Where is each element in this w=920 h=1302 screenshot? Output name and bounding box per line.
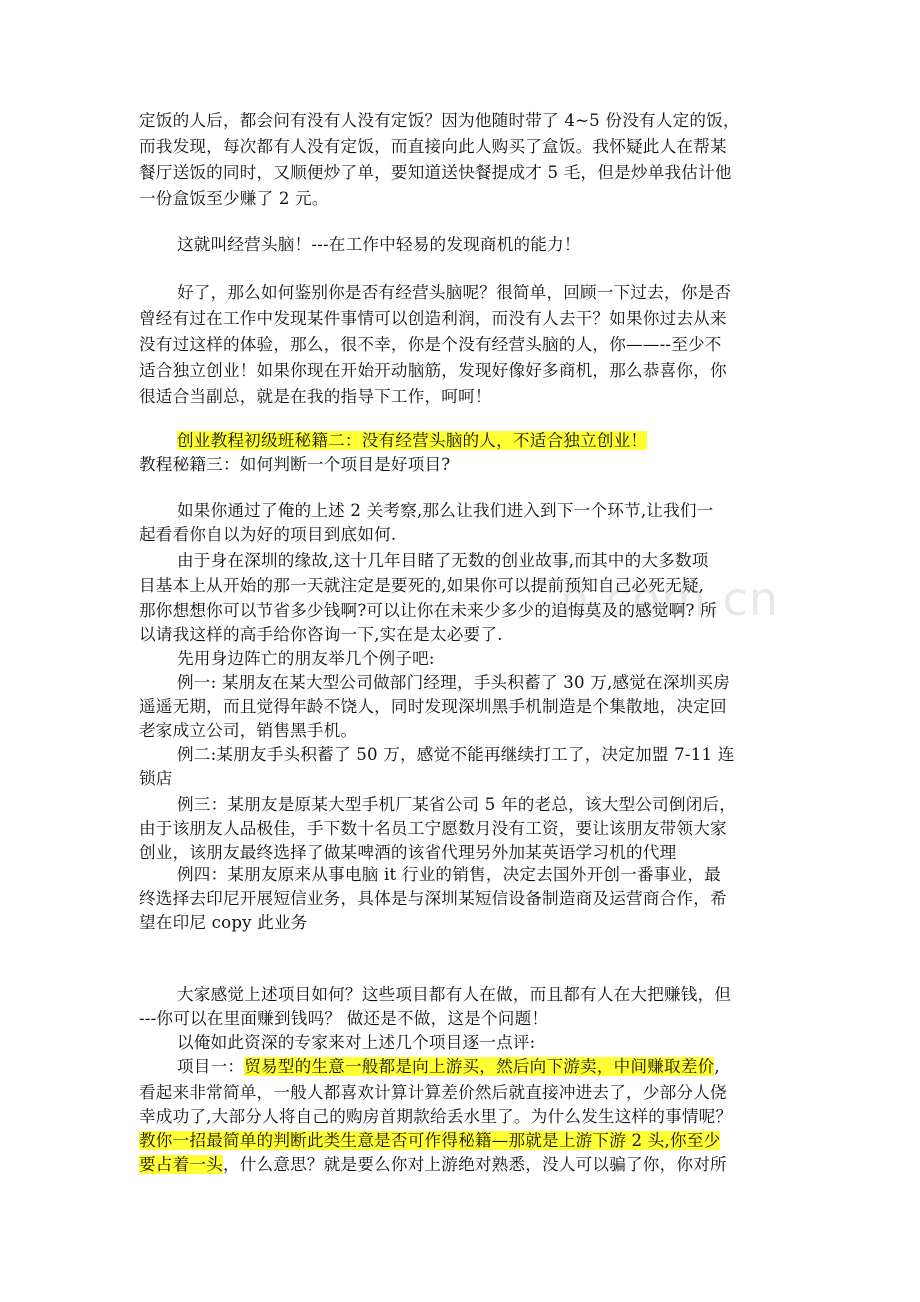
highlight: 贸易型的生意一般都是向上游买，然后向下游卖，中间赚取差价 <box>244 1057 715 1076</box>
text-line: 这就叫经营头脑！---在工作中轻易的发现商机的能力！ <box>177 235 581 254</box>
secret-two-heading <box>177 428 647 454</box>
text-line: 由于身在深圳的缘故,这十几年目睹了无数的创业故事,而其中的大多数项 <box>177 551 709 570</box>
secret-three-heading: 教程秘籍三：如何判断一个项目是好项目? <box>139 455 451 474</box>
text-line: 终选择去印尼开展短信业务，具体是与深圳某短信设备制造商及运营商合作，希 <box>139 889 727 908</box>
text-line: 望在印尼 copy 此业务 <box>139 913 308 932</box>
text-line: 锁店 <box>139 769 173 788</box>
text-line: 而我发现，每次都有人没有定饭，而直接向此人购买了盒饭。我怀疑此人在帮某 <box>139 137 727 156</box>
text-line: 好了，那么如何鉴别你是否有经营头脑呢？很简单，回顾一下过去，你是否 <box>177 283 732 302</box>
watermark: n.com.cn <box>560 572 780 626</box>
highlight: 创业教程初级班秘籍二：没有经营头脑的人，不适合独立创业！ <box>177 431 648 450</box>
highlight: 要占着一头 <box>139 1155 223 1174</box>
text-line: 餐厅送饭的同时，又顺便炒了单，要知道送快餐提成才 5 毛，但是炒单我估计他 <box>139 163 732 182</box>
text-line: 目基本上从开始的那一天就注定是要死的,如果你可以提前预知自己必死无疑, <box>139 576 705 595</box>
text-line: 创业，该朋友最终选择了做某啤酒的该省代理另外加某英语学习机的代理 <box>139 843 677 862</box>
text-line: ---你可以在里面赚到钱吗？ 做还是不做，这是个问题！ <box>139 1009 549 1028</box>
text-line: 适合独立创业！如果你现在开始开动脑筋，发现好像好多商机，那么恭喜你，你 <box>139 361 727 380</box>
text-line: 以俺如此资深的专家来对上述几个项目逐一点评: <box>177 1033 536 1052</box>
text-line: 如果你通过了俺的上述 2 关考察,那么让我们进入到下一个环节,让我们一 <box>177 501 714 520</box>
highlight: 教你一招最简单的判断此类生意是否可作得秘籍—那就是上游下游 2 头,你至少 <box>139 1131 721 1150</box>
text-line: 例三：某朋友是原某大型手机厂某省公司 5 年的老总，该大型公司倒闭后， <box>177 795 737 814</box>
text-line: 例一: 某朋友在某大型公司做部门经理，手头积蓄了 30 万,感觉在深圳买房 <box>177 673 731 692</box>
text-line <box>139 1128 720 1154</box>
text-line: 那你想想你可以节省多少钱啊?可以让你在未来少多少的追悔莫及的感觉啊? 所 <box>139 601 717 620</box>
text-tail: ，什么意思？就是要么你对上游绝对熟悉，没人可以骗了你，你对所 <box>222 1155 727 1174</box>
text-line: 曾经有过在工作中发现某件事情可以创造利润，而没有人去干？如果你过去从来 <box>139 309 727 328</box>
project-one-label: 项目一： <box>177 1057 245 1076</box>
punctuation: , <box>714 1057 720 1076</box>
text-line: 例二:某朋友手头积蓄了 50 万，感觉不能再继续打工了，决定加盟 7-11 连 <box>177 745 735 764</box>
text-line <box>177 1054 720 1080</box>
text-line: 定饭的人后，都会问有没有人没有定饭？因为他随时带了 4~5 份没有人定的饭， <box>139 111 740 130</box>
text-line: 起看看你自以为好的项目到底如何. <box>139 525 397 544</box>
text-line: 遥遥无期，而且觉得年龄不饶人，同时发现深圳黑手机制造是个集散地，决定回 <box>139 697 727 716</box>
text-line: 以请我这样的高手给你咨询一下,实在是太必要了. <box>139 625 503 644</box>
text-line: 看起来非常简单，一般人都喜欢计算计算差价然后就直接冲进去了，少部分人侥 <box>139 1083 727 1102</box>
text-line: 幸成功了,大部分人将自己的购房首期款给丢水里了。为什么发生这样的事情呢？ <box>139 1107 733 1126</box>
text-line: 先用身边阵亡的朋友举几个例子吧: <box>177 649 435 668</box>
text-line: 一份盒饭至少赚了 2 元。 <box>139 189 329 208</box>
text-line: 没有过这样的体验，那么，很不幸，你是个没有经营头脑的人，你——--至少不 <box>139 335 722 354</box>
text-line: 大家感觉上述项目如何？这些项目都有人在做，而且都有人在大把赚钱，但 <box>177 985 732 1004</box>
text-line: 由于该朋友人品极佳，手下数十名员工宁愿数月没有工资，要让该朋友带领大家 <box>139 819 727 838</box>
text-line <box>139 1152 727 1178</box>
text-line: 例四：某朋友原来从事电脑 it 行业的销售，决定去国外开创一番事业，最 <box>177 865 721 884</box>
text-line: 老家成立公司，销售黑手机。 <box>139 721 358 740</box>
text-line: 很适合当副总，就是在我的指导下工作，呵呵！ <box>139 387 492 406</box>
